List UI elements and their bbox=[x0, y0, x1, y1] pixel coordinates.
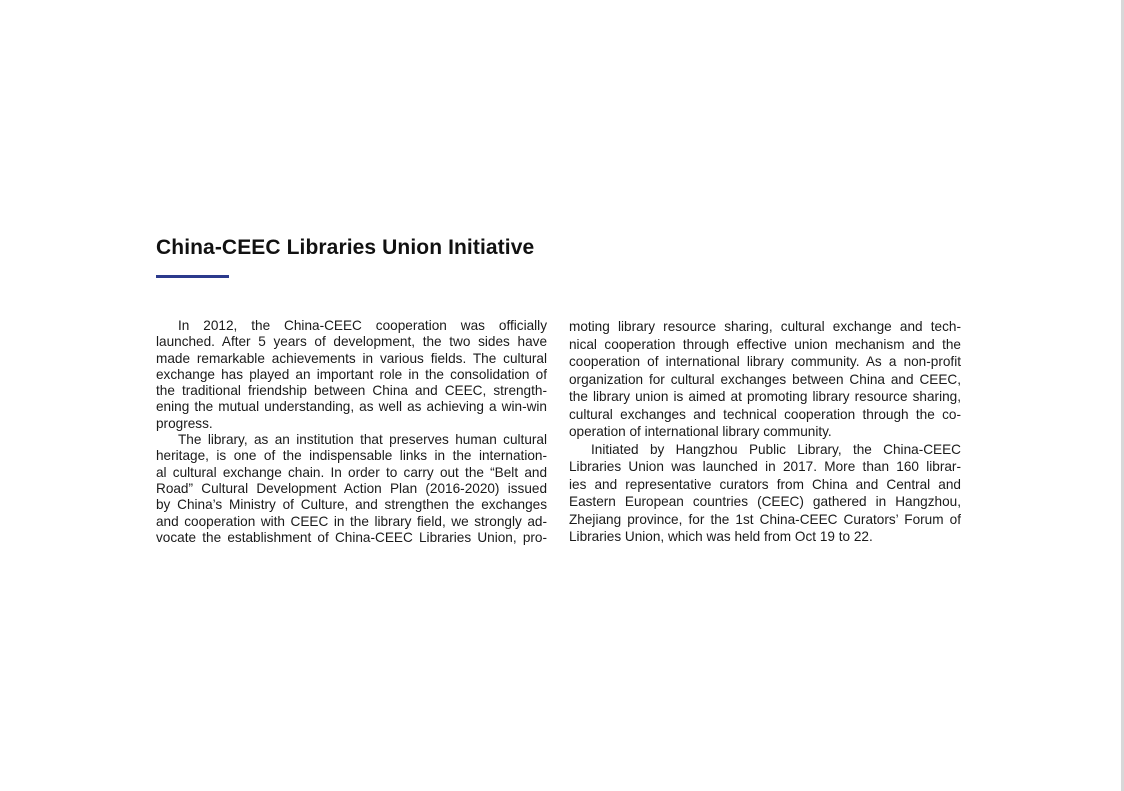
text-line: launched. After 5 years of development, the two sides have bbox=[156, 334, 547, 350]
text-line: Initiated by Hangzhou Public Library, the China-CEEC bbox=[591, 441, 961, 457]
text-line: ening the mutual understanding, as well as achieving a win-win bbox=[156, 399, 547, 415]
text-line: organization for cultural exchanges between China and CEEC, bbox=[569, 371, 961, 387]
text-line: Eastern European countries (CEEC) gathered in Hangzhou, bbox=[569, 494, 961, 509]
page-title: China-CEEC Libraries Union Initiative bbox=[156, 236, 535, 259]
text-line: the library union is aimed at promoting library resource sharing, bbox=[569, 389, 961, 404]
right-text-column bbox=[569, 318, 961, 546]
text-line: made remarkable achievements in various fields. The cultural bbox=[156, 350, 547, 366]
text-line: Zhejiang province, for the 1st China-CEEC Curators’ Forum of bbox=[569, 511, 961, 527]
title-underline bbox=[156, 275, 229, 278]
text-line: exchange has played an important role in the consolidation of bbox=[156, 366, 547, 382]
text-line: cooperation of international library community. As a non-profit bbox=[569, 354, 961, 369]
text-line: ies and representative curators from China and Central and bbox=[569, 476, 961, 492]
text-line: moting library resource sharing, cultural exchange and tech- bbox=[569, 319, 961, 334]
text-line: Road” Cultural Development Action Plan (2016-2020) issued bbox=[156, 480, 547, 496]
text-line: cultural exchanges and technical cooperation through the co- bbox=[569, 406, 961, 422]
text-line: al cultural exchange chain. In order to carry out the “Belt and bbox=[156, 464, 547, 480]
text-line: vocate the establishment of China-CEEC Libraries Union, pro- bbox=[156, 529, 547, 545]
text-line: operation of international library community. bbox=[569, 424, 832, 439]
text-line: Libraries Union was launched in 2017. More than 160 librar- bbox=[569, 459, 961, 474]
text-line: by China’s Ministry of Culture, and strengthen the exchanges bbox=[156, 497, 547, 513]
text-line: and cooperation with CEEC in the library field, we strongly ad- bbox=[156, 513, 547, 529]
text-line: progress. bbox=[156, 415, 213, 431]
text-line: The library, as an institution that preserves human cultural bbox=[178, 432, 547, 448]
text-line: heritage, is one of the indispensable links in the internation- bbox=[156, 448, 547, 464]
text-line: the traditional friendship between China and CEEC, strength- bbox=[156, 383, 547, 399]
left-text-column bbox=[156, 318, 547, 546]
text-line: Libraries Union, which was held from Oct 19 to 22. bbox=[569, 529, 873, 544]
text-line: nical cooperation through effective union mechanism and the bbox=[569, 336, 961, 352]
text-line: In 2012, the China-CEEC cooperation was officially bbox=[178, 318, 547, 333]
